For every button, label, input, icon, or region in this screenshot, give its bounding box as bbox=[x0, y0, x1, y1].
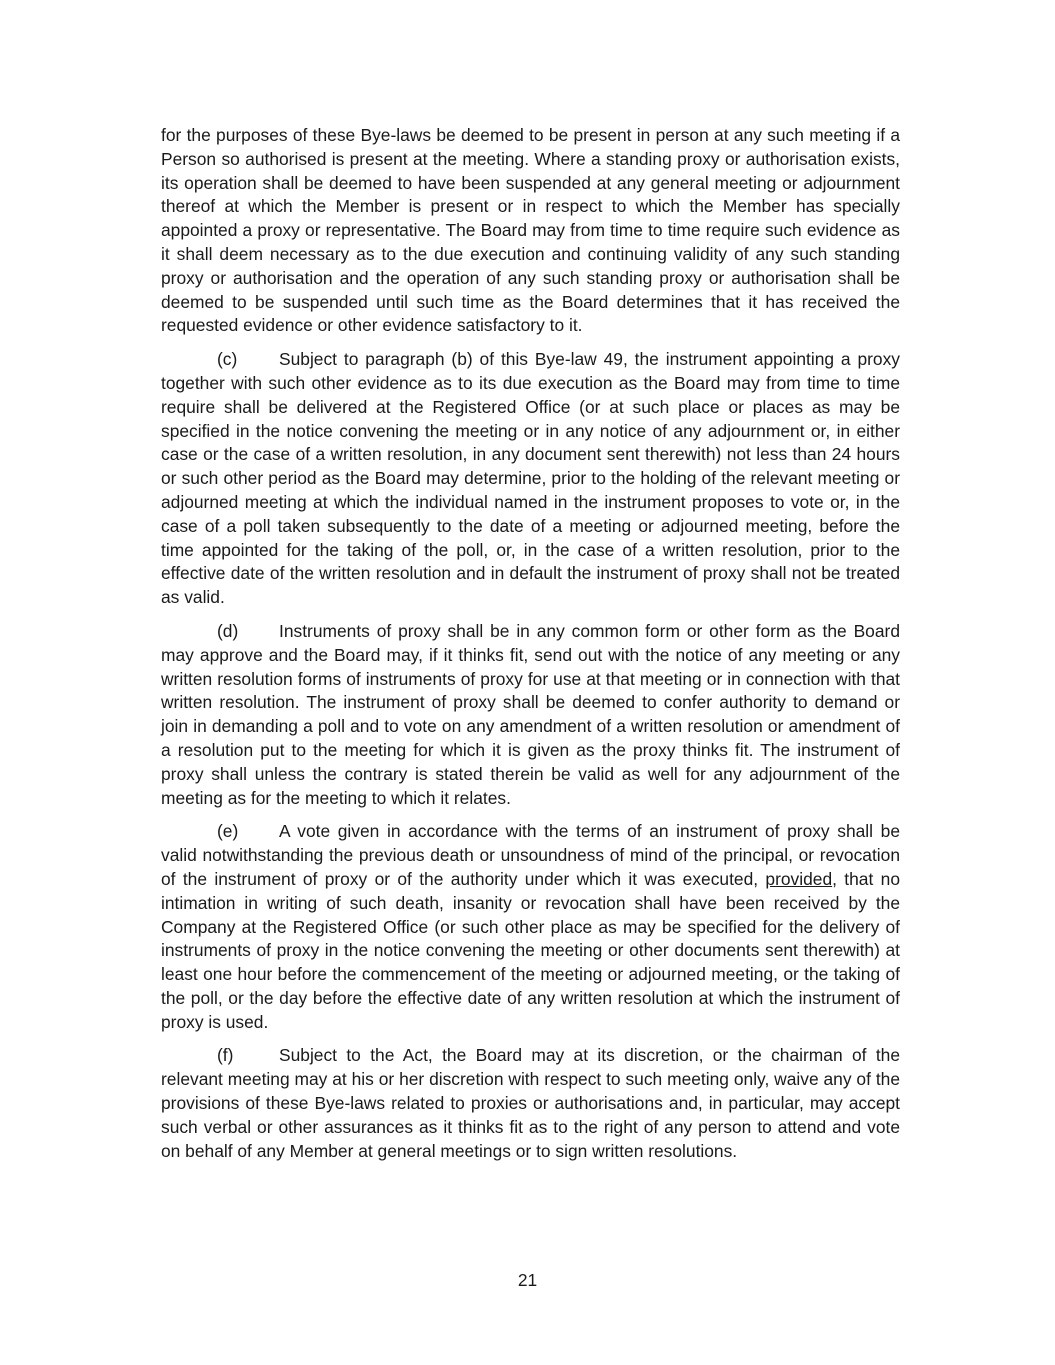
paragraph-text-before: A vote given in accordance with the terms of an instrument of proxy shall be valid notwithstanding the previous death or unsoundness of mind of the principal, or revocation of the instrument of proxy or of the authority under which it was executed, bbox=[161, 821, 900, 889]
underlined-term: provided bbox=[765, 868, 833, 889]
paragraph-label: (c) bbox=[217, 349, 238, 370]
paragraph-f bbox=[161, 1044, 900, 1163]
document-page bbox=[161, 124, 900, 1173]
paragraph-e bbox=[161, 820, 900, 1034]
paragraph-d bbox=[161, 620, 900, 810]
paragraph-label: (d) bbox=[217, 620, 239, 641]
paragraph-continuation bbox=[161, 124, 900, 338]
paragraph-label: (f) bbox=[217, 1045, 234, 1066]
paragraph-text: Instruments of proxy shall be in any common form or other form as the Board may approve and the Board may, if it thinks fit, send out with the notice of any meeting or any written resolution forms of instruments of proxy for use at that meeting or in connection with that written resolution. The instrument of proxy shall be deemed to confer authority to demand or join in demanding a poll and to vote on any amendment of a written resolution or amendment of a resolution put to the meeting for which it is given as the proxy thinks fit. The instrument of proxy shall unless the contrary is stated therein be valid as well for any adjournment of the meeting as for the meeting to which it relates. bbox=[161, 620, 900, 808]
page-number: 21 bbox=[517, 1270, 538, 1290]
paragraph-text: for the purposes of these Bye-laws be deemed to be present in person at any such meeting if a Person so authorised is present at the meeting. Where a standing proxy or authorisation exists, its operation shall be deemed to have been suspended at any general meeting or adjournment thereof at which the Member is present or in respect to which the Member has specially appointed a proxy or representative. The Board may from time to time require such evidence as it shall deem necessary as to the due execution and continuing validity of any such standing proxy or authorisation and the operation of any such standing proxy or authorisation shall be deemed to be suspended until such time as the Board determines that it has received the requested evidence or other evidence satisfactory to it. bbox=[161, 125, 900, 336]
paragraph-text: Subject to the Act, the Board may at its discretion, or the chairman of the relevant meeting may at his or her discretion with respect to such meeting only, waive any of the provisions of these Bye-laws related to proxies or authorisations and, in particular, may accept such verbal or other assurances as it thinks fit as to the right of any person to attend and vote on behalf of any Member at general meetings or to sign written resolutions. bbox=[161, 1045, 900, 1161]
paragraph-c bbox=[161, 348, 900, 610]
paragraph-text-after: , that no intimation in writing of such death, insanity or revocation shall have been received by the Company at the Registered Office (or such other place as may be specified for the delivery of instruments of proxy in the notice convening the meeting or other documents sent therewith) at least one hour before the commencement of the meeting or adjourned meeting, or the taking of the poll, or the day before the effective date of any written resolution at which the instrument of proxy is used. bbox=[161, 868, 900, 1032]
paragraph-label: (e) bbox=[217, 821, 239, 842]
paragraph-text: Subject to paragraph (b) of this Bye-law 49, the instrument appointing a proxy together with such other evidence as to its due execution as the Board may from time to time require shall be delivered at the Registered Office (or at such place or places as may be specified in the notice convening the meeting or in any notice of any adjournment or, in either case or the case of a written resolution, in any document sent therewith) not less than 24 hours or such other period as the Board may determine, prior to the holding of the relevant meeting or adjourned meeting at which the individual named in the instrument proposes to vote or, in the case of a poll taken subsequently to the date of a meeting or adjourned meeting, before the time appointed for the taking of the poll, or, in the case of a written resolution, prior to the effective date of the written resolution and in default the instrument of proxy shall not be treated as valid. bbox=[161, 349, 900, 608]
